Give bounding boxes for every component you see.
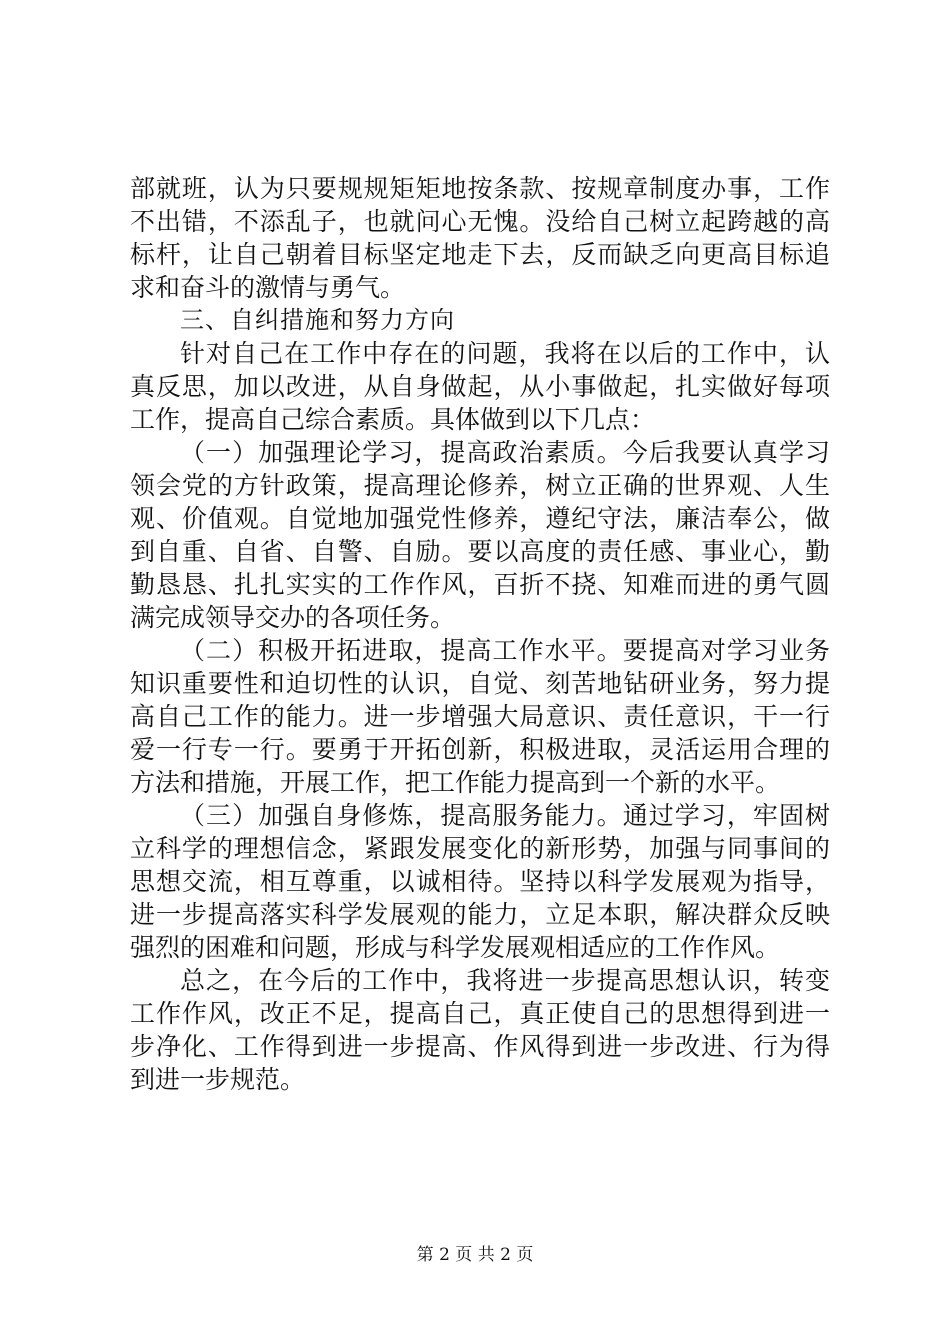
text-line: 方法和措施，开展工作，把工作能力提高到一个新的水平。 [130, 768, 781, 797]
text-line: 进一步提高落实科学发展观的能力，立足本职，解决群众反映 [130, 900, 830, 929]
text-line: 领会党的方针政策，提高理论修养，树立正确的世界观、人生 [130, 471, 830, 500]
text-line: 工作作风，改正不足，提高自己，真正使自己的思想得到进一 [130, 999, 830, 1028]
text-line: 满完成领导交办的各项任务。 [130, 603, 456, 632]
document-body [130, 172, 830, 1096]
text-line: 部就班，认为只要规规矩矩地按条款、按规章制度办事，工作 [130, 174, 830, 203]
text-line: 步净化、工作得到进一步提高、作风得到进一步改进、行为得 [130, 1032, 830, 1061]
list-item-first-line: （一）加强理论学习，提高政治素质。今后我要认真学习 [180, 438, 830, 467]
paragraph-first-line: 总之，在今后的工作中，我将进一步提高思想认识，转变 [180, 966, 830, 995]
text-line: 到进一步规范。 [130, 1065, 306, 1094]
page-number-footer: 第 2 页 共 2 页 [416, 1245, 534, 1265]
text-line: 标杆，让自己朝着目标坚定地走下去，反而缺乏向更高目标追 [130, 240, 830, 269]
list-item-first-line: （三）加强自身修炼，提高服务能力。通过学习，牢固树 [180, 801, 830, 830]
list-item-first-line: （二）积极开拓进取，提高工作水平。要提高对学习业务 [180, 636, 830, 665]
text-line: 工作，提高自己综合素质。具体做到以下几点： [130, 405, 656, 434]
text-line: 爱一行专一行。要勇于开拓创新，积极进取，灵活运用合理的 [130, 735, 830, 764]
text-line: 真反思，加以改进，从自身做起，从小事做起，扎实做好每项 [130, 372, 830, 401]
text-line: 到自重、自省、自警、自励。要以高度的责任感、事业心，勤 [130, 537, 830, 566]
text-line: 不出错，不添乱子，也就问心无愧。没给自己树立起跨越的高 [130, 207, 830, 236]
text-line: 高自己工作的能力。进一步增强大局意识、责任意识，干一行 [130, 702, 830, 731]
text-line: 强烈的困难和问题，形成与科学发展观相适应的工作作风。 [130, 933, 781, 962]
text-line: 求和奋斗的激情与勇气。 [130, 273, 406, 302]
paragraph-first-line: 针对自己在工作中存在的问题，我将在以后的工作中，认 [180, 339, 830, 368]
text-line: 知识重要性和迫切性的认识，自觉、刻苦地钻研业务，努力提 [130, 669, 830, 698]
text-line: 立科学的理想信念，紧跟发展变化的新形势，加强与同事间的 [130, 834, 830, 863]
text-line: 思想交流，相互尊重，以诚相待。坚持以科学发展观为指导， [130, 867, 830, 896]
section-heading: 三、自纠措施和努力方向 [180, 306, 455, 334]
text-line: 观、价值观。自觉地加强党性修养，遵纪守法，廉洁奉公，做 [130, 504, 830, 533]
text-line: 勤恳恳、扎扎实实的工作作风，百折不挠、知难而进的勇气圆 [130, 570, 830, 599]
